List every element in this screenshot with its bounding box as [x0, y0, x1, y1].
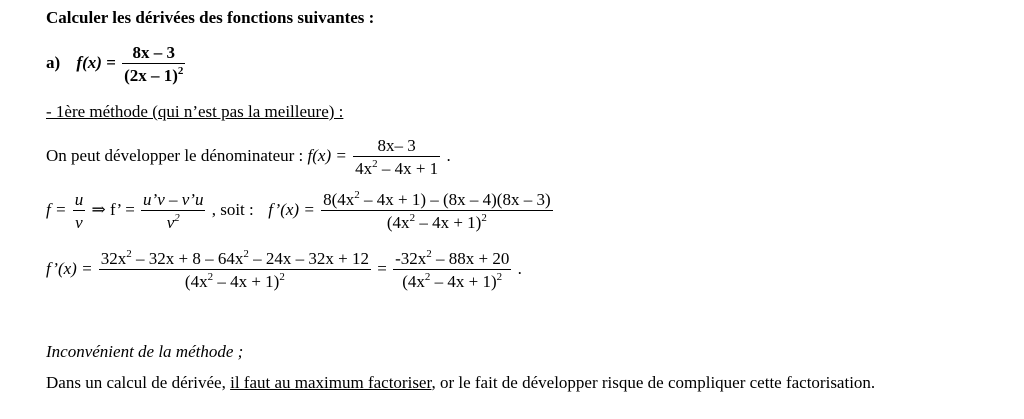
quotient-num-exp: 2 — [354, 189, 360, 201]
develop-lhs: f(x) = — [307, 145, 347, 165]
expansion-numerator-1 — [99, 250, 371, 270]
develop-text: On peut développer le dénominateur : — [46, 145, 304, 165]
develop-den-exp: 2 — [372, 158, 378, 170]
exp1-den-a: (4x — [184, 272, 208, 291]
exp2-den-outer-exp: 2 — [496, 271, 503, 283]
method1-heading-text: - 1ère méthode (qui n’est pas la meilleure) : — [46, 102, 344, 121]
item-a-formula — [46, 44, 187, 84]
quotient-fraction — [321, 191, 553, 231]
exp2-den-a: (4x — [402, 272, 425, 291]
exercise-title-text: Calculer les dérivées des fonctions suivantes : — [46, 8, 375, 27]
conclusion-part2: , or le fait de développer risque de compliquer cette factorisation. — [431, 373, 876, 392]
rule-den-text: v — [166, 213, 175, 232]
rule-fraction — [141, 191, 205, 231]
drawback-heading-text: Inconvénient de la méthode ; — [46, 342, 244, 361]
expansion-fraction-2 — [393, 250, 511, 290]
exp1-num-a: 32x — [100, 249, 127, 268]
exp2-den-exp: 2 — [424, 271, 431, 283]
item-a-label: a) — [46, 52, 61, 72]
exercise-title — [46, 9, 374, 26]
expansion-numerator-2 — [393, 250, 511, 270]
rule-den-exp: 2 — [174, 212, 180, 224]
quotient-den-a: (4x — [386, 213, 410, 232]
exp1-den-b: – 4x + 1) — [213, 272, 280, 291]
develop-den-a: 4x — [355, 159, 373, 178]
item-a-denominator — [122, 64, 185, 84]
quotient-f-eq: f = — [46, 199, 67, 219]
soit-text: , soit : — [211, 199, 254, 219]
item-a-numerator: 8x – 3 — [122, 44, 185, 64]
item-a-den-exp: 2 — [177, 65, 184, 77]
item-a-lhs: f(x) = — [76, 52, 116, 72]
quotient-den-exp: 2 — [409, 212, 416, 224]
quotient-den-b: – 4x + 1) — [415, 213, 482, 232]
quotient-num-a: 8(4x — [323, 190, 355, 209]
develop-numerator: 8x– 3 — [353, 137, 440, 157]
conclusion-part1: Dans un calcul de dérivée, — [46, 373, 231, 392]
exp1-num-exp1: 2 — [126, 248, 132, 260]
rule-denominator — [141, 211, 205, 231]
expansion-denominator-2 — [393, 270, 511, 290]
expansion-line — [46, 250, 522, 290]
quotient-denominator — [321, 211, 553, 231]
drawback-heading — [46, 343, 243, 360]
expansion-fraction-1 — [99, 250, 371, 290]
quotient-rule-line — [46, 191, 555, 231]
quotient-fprime: f’(x) = — [268, 199, 315, 219]
u-numerator: u — [74, 190, 84, 209]
exp2-den-b: – 4x + 1) — [430, 272, 497, 291]
develop-line — [46, 137, 451, 177]
rule-numerator: u’v – v’u — [143, 190, 204, 209]
quotient-den-outer-exp: 2 — [481, 212, 487, 224]
method1-heading — [46, 103, 343, 120]
exp1-num-b: – 32x + 8 – 64x — [131, 249, 244, 268]
develop-fraction — [353, 137, 440, 177]
expansion-equals: = — [377, 258, 387, 278]
exp1-den-outer-exp: 2 — [279, 271, 285, 283]
develop-period: . — [446, 145, 451, 165]
exp1-num-exp2: 2 — [243, 248, 249, 260]
conclusion-underlined: il faut au maximum factoriser — [230, 373, 432, 392]
u-over-v-fraction — [73, 191, 86, 231]
implies-fprime: ⇒ f’ = — [91, 199, 135, 219]
item-a-fraction — [122, 44, 185, 84]
v-denominator: v — [75, 213, 83, 232]
exp1-den-exp: 2 — [207, 271, 214, 283]
exp2-num-b: – 88x + 20 — [431, 249, 510, 268]
exp1-num-c: – 24x – 32x + 12 — [248, 249, 369, 268]
quotient-numerator — [321, 191, 553, 211]
expansion-period: . — [517, 258, 522, 278]
develop-den-b: – 4x + 1 — [377, 159, 439, 178]
quotient-num-b: – 4x + 1) – (8x – 4)(8x – 3) — [359, 190, 551, 209]
expansion-fprime: f’(x) = — [46, 258, 93, 278]
exp2-num-exp: 2 — [426, 248, 432, 260]
exp2-num-a: -32x — [395, 249, 427, 268]
item-a-den-text: (2x – 1) — [124, 66, 178, 85]
develop-denominator — [353, 157, 440, 177]
conclusion-line — [46, 374, 875, 391]
expansion-denominator-1 — [99, 270, 371, 290]
